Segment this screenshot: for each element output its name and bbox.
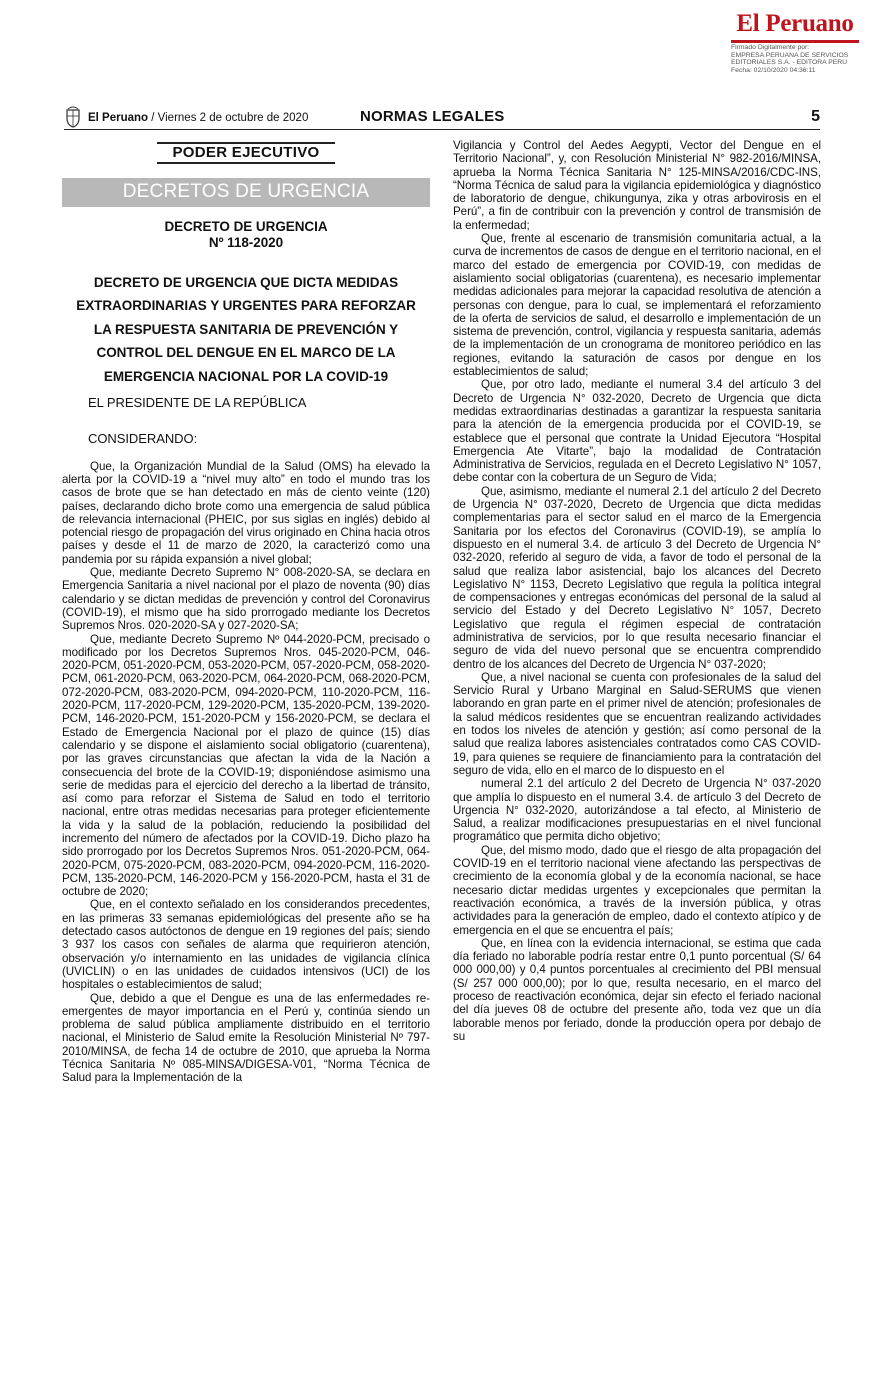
page-header <box>64 104 820 130</box>
header-paper-date <box>88 112 308 124</box>
considerando-heading: CONSIDERANDO: <box>88 431 198 447</box>
signature-line: EDITORIALES S.A. - EDITORA PERU <box>731 59 848 67</box>
paragraph: Vigilancia y Control del Aedes Aegypti, Vector del Dengue en el Territorio Nacional”, y, con Resolución Ministerial N° 982-2016/MINSA, aprueba la Norma Técnica Sanitaria N° 125-MINSA/2016/CDC-INS, “Norma Técnica de salud para la vigilancia epidemiológica y diagnóstico de laboratorio de dengue, chikungunya, zika y otras arbovirosis en el Perú”, a fin de contribuir con la prevención y control de transmisión de la enfermedad; <box>453 139 821 232</box>
decree-number-line1: DECRETO DE URGENCIA <box>164 218 328 234</box>
header-section-name: NORMAS LEGALES <box>360 108 505 125</box>
paragraph: Que, en línea con la evidencia internacional, se estima que cada día feriado no laborable podría restar entre 0,1 punto porcentual (S/ 64 000 000,00) y 0,4 puntos porcentuales al crecimiento del PBI mensual (S/ 257 000 000,00); por lo que, resulta necesario, en el marco del proceso de reactivación económica, dejar sin efecto el feriado nacional del día jueves 08 de octubre del presente año, toda vez que un día laborable menos por feriado, donde la producción opera por debajo de su <box>453 936 821 1043</box>
decrees-band: DECRETOS DE URGENCIA <box>62 178 430 206</box>
signature-line: Firmado Digitalmente por: <box>731 44 810 51</box>
digital-signature <box>731 44 866 74</box>
president-heading: EL PRESIDENTE DE LA REPÚBLICA <box>88 395 307 411</box>
paragraph: Que, a nivel nacional se cuenta con profesionales de la salud del Servicio Rural y Urbano Marginal en Salud-SERUMS que vienen laborando en gran parte en el primer nivel de atención; profesionales de la salud médicos residentes que se encuentran realizando actividades en todos los niveles de atención y gestión; así como personal de la salud que realiza labores asistenciales contratados como CAS COVID-19, para quienes se requiere de financiamiento para la contratación del seguro de vida, ello en el marco de lo dispuesto en el <box>453 670 821 777</box>
right-body-text <box>453 139 821 1043</box>
paragraph: Que, frente al escenario de transmisión comunitaria actual, a la curva de incrementos de casos de dengue en el territorio nacional, en el marco del estado de emergencia por COVID-19, con medidas de aislamiento social obligatorias (cuarentena), es necesario implementar medidas adicionales para mejorar la capacidad resolutiva de atención a personas con dengue, para lo cual, se implementará el reforzamiento de la oferta de servicios de salud, el desarrollo e implementación de un sistema de prevención, control, vigilancia y respuesta sanitaria, además de la implementación de un cronograma de monitoreo periódico en las regiones, evitando la saturación de casos por dengue en los establecimientos de salud; <box>453 232 821 379</box>
coat-of-arms-icon <box>64 106 82 128</box>
page-number: 5 <box>811 108 820 125</box>
paragraph: Que, en el contexto señalado en los considerandos precedentes, en las primeras 33 semanas epidemiológicas del presente año se ha detectado casos autóctonos de dengue en 19 regiones del país; siendo 3 937 los casos con señales de alarma que requirieron atención, observación y/o internamiento en las unidades de vigilancia clínica (UVICLIN) o en las unidades de cuidados intensivos (UCI) de los hospitales o establecimientos de salud; <box>62 898 430 992</box>
paragraph: numeral 2.1 del artículo 2 del Decreto de Urgencia N° 037-2020 que amplía lo dispuesto en el numeral 3.4. de artículo 3 del Decreto de Urgencia N° 032-2020, autorizándose a tal efecto, al Ministerio de Salud, a realizar modificaciones presupuestarias en el nivel funcional programático que permita dicho objetivo; <box>453 777 821 844</box>
header-paper-name: El Peruano <box>88 112 149 124</box>
signature-line: EMPRESA PERUANA DE SERVICIOS <box>731 51 849 59</box>
paragraph: Que, por otro lado, mediante el numeral 3.4 del artículo 3 del Decreto de Urgencia N° 032-2020, Decreto de Urgencia que dicta medidas extraordinarias destinadas a garantizar la respuesta sanitaria para la atención de la emergencia producida por el COVID-19, se establece que el personal que contrate la Unidad Ejecutora “Hospital Emergencia Ate Vitarte”, bajo la modalidad de Contratación Administrativa de Servicios, regulada en el Decreto Legislativo N° 1057, debe contar con la cobertura de un Seguro de Vida; <box>453 378 821 485</box>
decree-number-line2: Nº 118-2020 <box>208 234 284 250</box>
el-peruano-logo <box>725 10 865 43</box>
left-column <box>62 142 430 1085</box>
logo-rule <box>731 40 859 43</box>
logo-text: El Peruano <box>736 10 854 37</box>
paragraph: Que, la Organización Mundial de la Salud (OMS) ha elevado la alerta por la COVID-19 a “nivel muy alto” en todo el mundo tras los casos de brote que se han detectado en más de ciento veinte (120) países, declarando dicho brote como una emergencia de salud pública de relevancia internacional (PHEIC, por sus siglas en inglés) debido al potencial riesgo de propagación del virus originado en China hacia otros países y desde el 11 de marzo de 2020, la caracterizó como una pandemia por su rápida expansión a nivel global; <box>62 459 430 566</box>
paragraph: Que, del mismo modo, dado que el riesgo de alta propagación del COVID-19 en el territorio nacional viene afectando las perspectivas de crecimiento de la economía global y de la economía nacional, se hace necesario dictar medidas urgentes y excepcionales que permitan la reactivación económica, a través de la inversión pública, y otras actividades para la generación de empleo, dado el contexto atípico y de emergencia en el que se encuentra el país; <box>453 843 821 937</box>
signature-line: Fecha: 02/10/2020 04:36:11 <box>731 66 816 74</box>
decree-title: DECRETO DE URGENCIA QUE DICTA MEDIDAS EXTRAORDINARIAS Y URGENTES PARA REFORZAR LA RESPUESTA SANITARIA DE PREVENCIÓN Y CONTROL DEL DENGUE EN EL MARCO DE LA EMERGENCIA NACIONAL POR LA COVID-19 <box>76 274 416 384</box>
section-title: PODER EJECUTIVO <box>157 142 335 164</box>
header-date: / Viernes 2 de octubre de 2020 <box>148 112 309 124</box>
paragraph: Que, mediante Decreto Supremo N° 008-2020-SA, se declara en Emergencia Sanitaria a nivel nacional por el plazo de noventa (90) días calendario y se dictan medidas de prevención y control del Coronavirus (COVID-19), el mismo que ha sido prorrogado mediante los Decretos Supremos Nros. 020-2020-SA y 027-2020-SA; <box>62 566 430 633</box>
decree-number <box>62 219 430 251</box>
right-column <box>453 139 821 1043</box>
paragraph: Que, asimismo, mediante el numeral 2.1 del artículo 2 del Decreto de Urgencia N° 037-2020, Decreto de Urgencia que dicta medidas complementarias para el sector salud en el marco de la Emergencia Sanitaria por los efectos del Coronavirus (COVID-19), se amplía lo dispuesto en el numeral 3.4. de artículo 3 del Decreto de Urgencia N° 032-2020, referido al seguro de vida, a favor de todo el personal de la salud que realiza labor asistencial, bajo los alcances del Decreto Legislativo N° 1153, Decreto Legislativo que regula la política integral de compensaciones y entregas económicas del personal de la salud al servicio del Estado y del Decreto Legislativo N° 1057, Decreto Legislativo que regula el régimen especial de contratación administrativa de servicios, por lo que resulta necesario financiar el seguro de vida del nuevo personal que se encuentra comprendido dentro de los alcances del Decreto de Urgencia N° 037-2020; <box>453 484 821 671</box>
left-body-text <box>62 460 430 1085</box>
paragraph: Que, debido a que el Dengue es una de las enfermedades re-emergentes de mayor importancia en el Perú y, continúa siendo un problema de salud pública ampliamente distribuido en el territorio nacional, el Ministerio de Salud emite la Resolución Ministerial Nº 797-2010/MINSA, de fecha 14 de octubre de 2010, que aprueba la Norma Técnica Sanitaria Nº 085-MINSA/DIGESA-V01, “Norma Técnica de Salud para la Implementación de la <box>62 991 430 1085</box>
header-divider <box>64 129 820 130</box>
paragraph: Que, mediante Decreto Supremo Nº 044-2020-PCM, precisado o modificado por los Decretos Supremos Nros. 045-2020-PCM, 046-2020-PCM, 051-2020-PCM, 053-2020-PCM, 057-2020-PCM, 058-2020-PCM, 061-2020-PCM, 063-2020-PCM, 064-2020-PCM, 068-2020-PCM, 072-2020-PCM, 083-2020-PCM, 094-2020-PCM, 110-2020-PCM, 116-2020-PCM, 117-2020-PCM, 129-2020-PCM, 135-2020-PCM, 139-2020-PCM, 146-2020-PCM, 151-2020-PCM y 156-2020-PCM, se declara el Estado de Emergencia Nacional por el plazo de quince (15) días calendario y se dispone el aislamiento social obligatorio (cuarentena), por las graves circunstancias que afectan la vida de la Nación a consecuencia del brote de la COVID-19; disponiéndose asimismo una serie de medidas para el ejercicio del derecho a la libertad de tránsito, así como para reforzar el Sistema de Salud en todo el territorio nacional, entre otras medidas necesarias para proteger eficientemente la vida y la salud de la población, reduciendo la posibilidad del incremento del número de afectados por la COVID-19. Dicho plazo ha sido prorrogado por los Decretos Supremos Nros. 051-2020-PCM, 064-2020-PCM, 075-2020-PCM, 083-2020-PCM, 094-2020-PCM, 116-2020-PCM, 135-2020-PCM, 146-2020-PCM y 156-2020-PCM, hasta el 31 de octubre de 2020; <box>62 632 430 899</box>
